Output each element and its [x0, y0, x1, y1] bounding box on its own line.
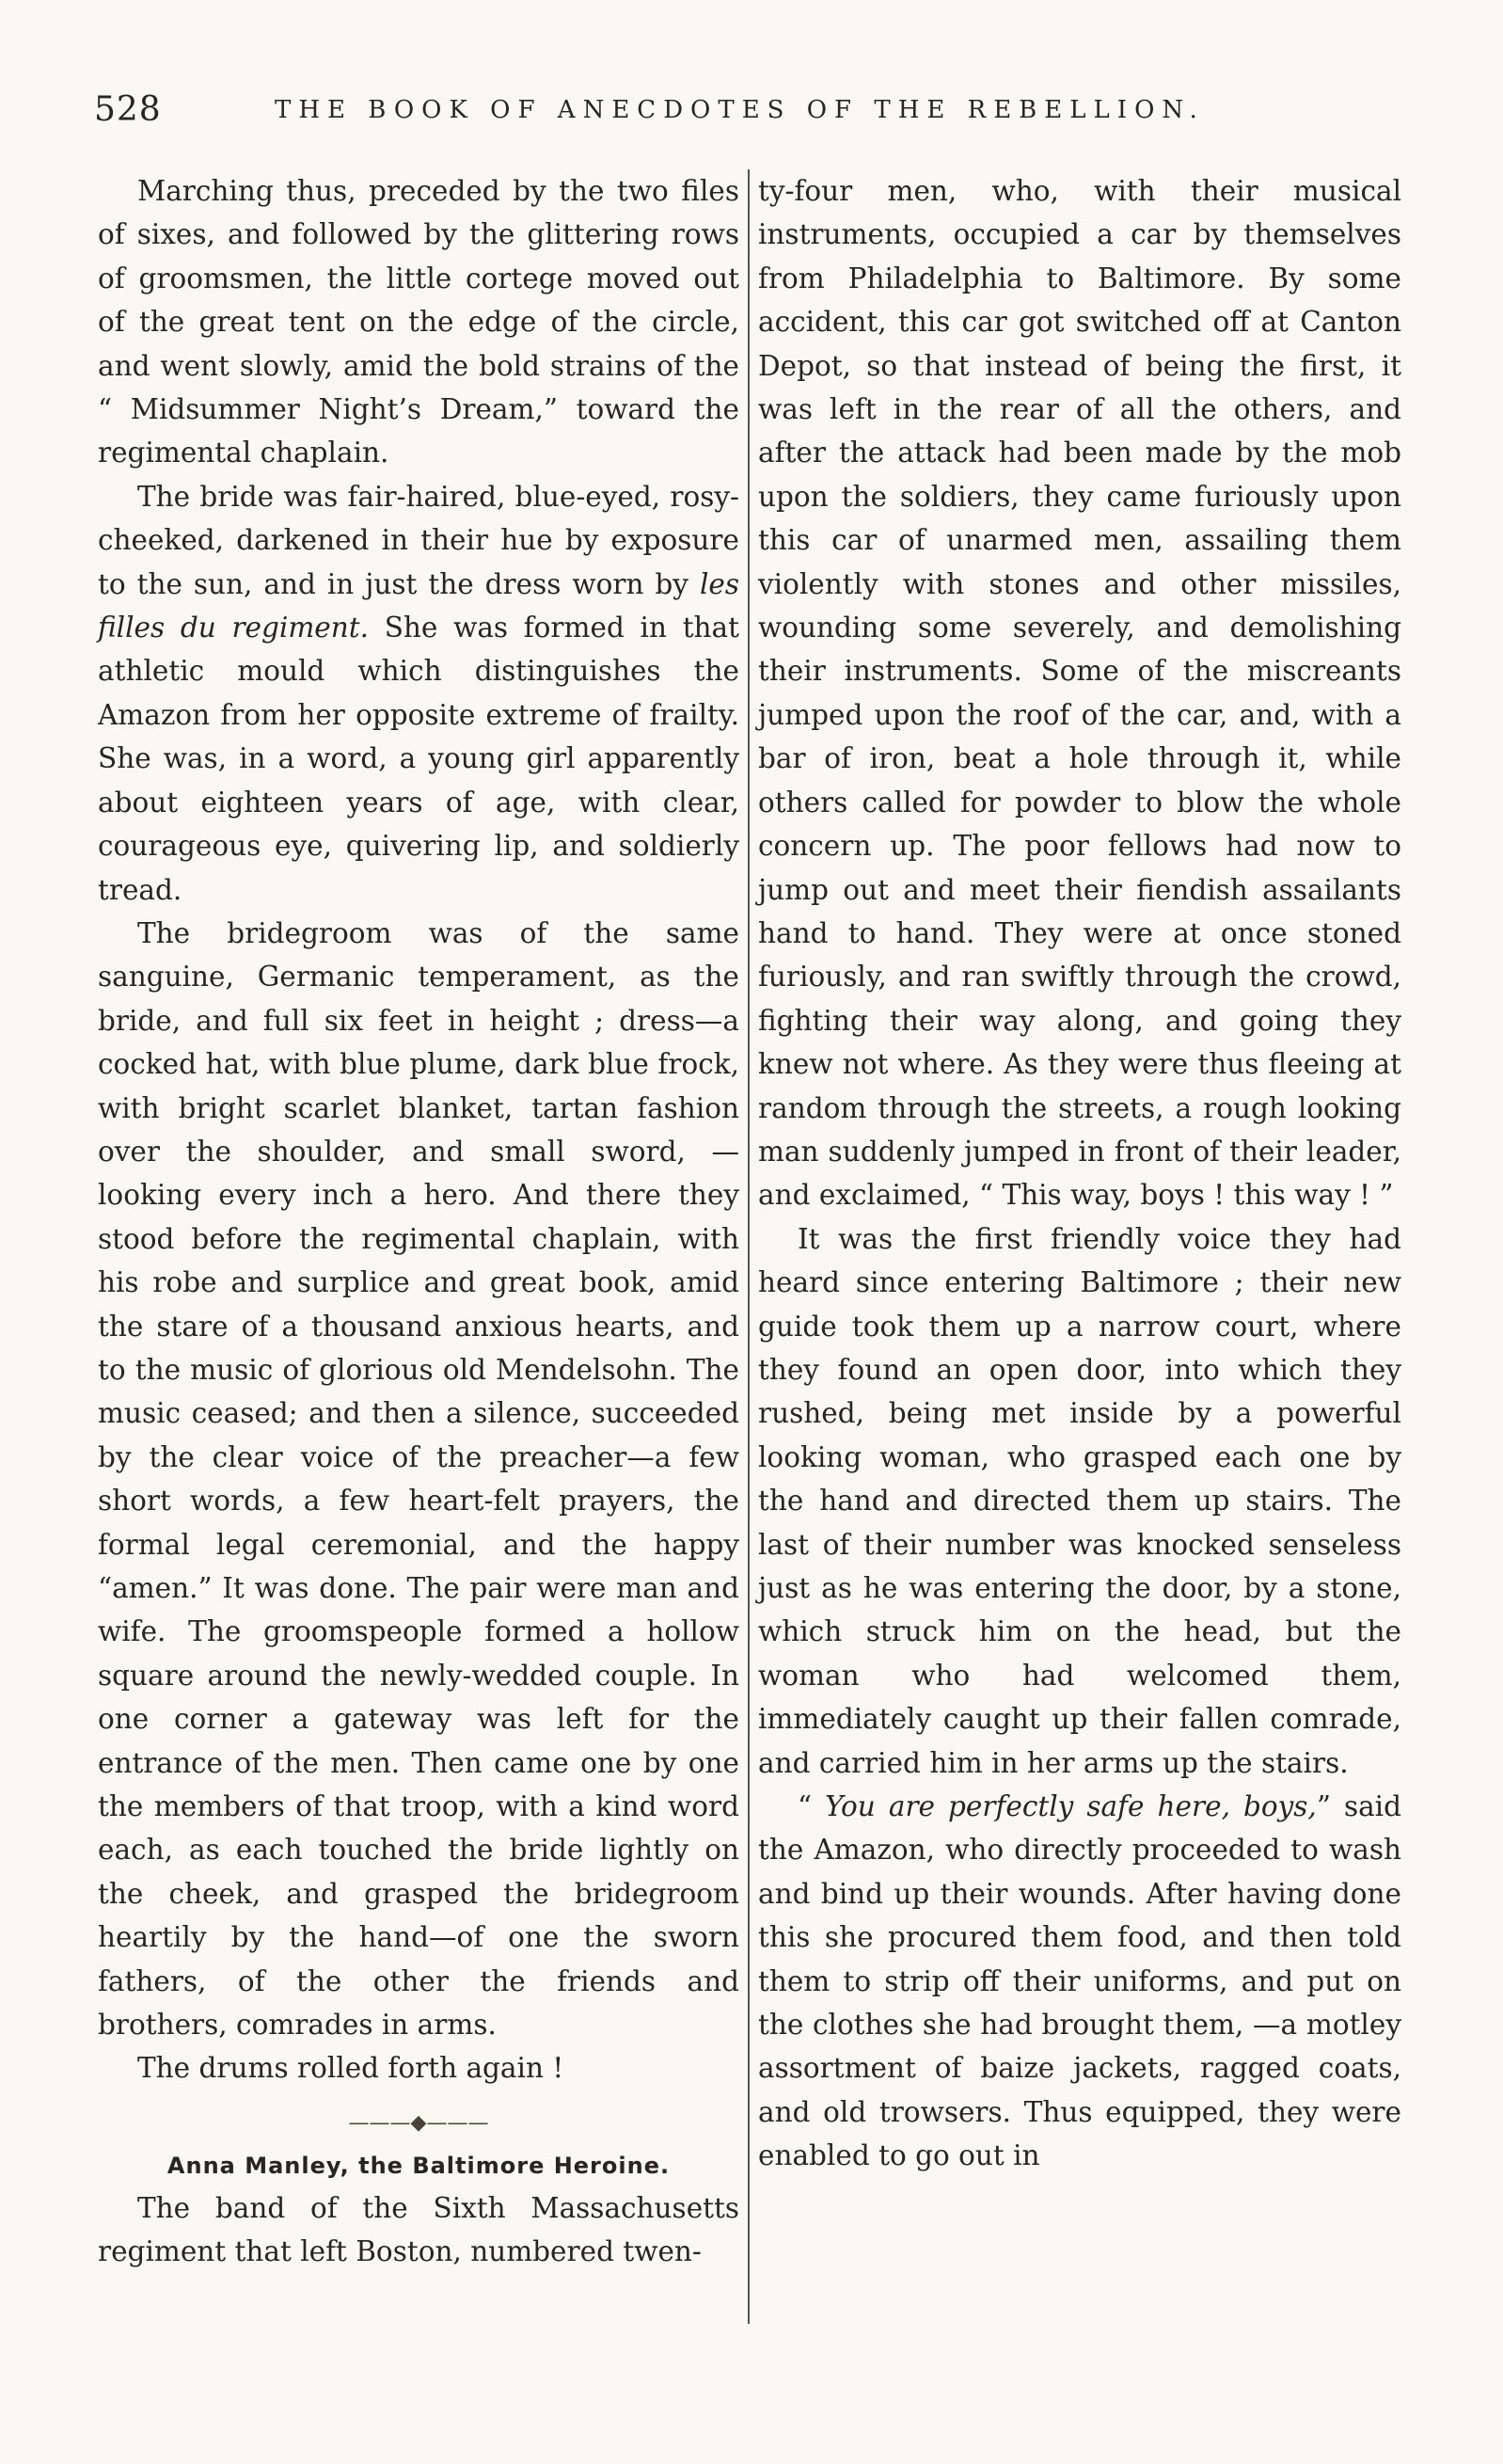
text-run: ” said the Amazon, who directly proceeded to wash and bind up their wounds. After having done this she procured them food, and then told them to strip off their uniforms, and put on the clothes she had brought them, —a motley assortment of baize jackets, ragged coats, and old trowsers. Thus equipped, they were enabled to go out in — [758, 1790, 1402, 2172]
italic-text: les filles du regiment. — [98, 567, 739, 644]
paragraph — [98, 475, 739, 912]
text-run: The bride was fair-haired, blue-eyed, rosy-cheeked, darkened in their hue by exposure to the sun, and in just the dress worn by — [98, 480, 739, 600]
section-title: Anna Manley, the Baltimore Heroine. — [166, 2152, 671, 2179]
left-column — [98, 169, 739, 2274]
paragraph: Marching thus, preceded by the two files of sixes, and followed by the glittering rows of groomsmen, the little cortege moved out of the great tent on the edge of the circle, and went slowly, amid the bold strains of the “ Midsummer Night’s Dream,” toward the regimental chaplain. — [98, 175, 739, 469]
text-run: “ — [798, 1790, 826, 1823]
page-number: 528 — [94, 90, 162, 129]
paragraph: It was the first friendly voice they had heard since entering Baltimore ; their new guide took them up a narrow court, where they found an open door, into which they rushed, being met inside by a powerful looking woman, who grasped each one by the hand and directed them up stairs. The last of their number was knocked senseless just as he was entering the door, by a stone, which struck him on the head, but the woman who had welcomed them, immediately caught up their fallen comrade, and carried him in her arms up the stairs. — [758, 1222, 1401, 1779]
page-header — [94, 90, 1260, 147]
paragraph: The bridegroom was of the same sanguine, Germanic temperament, as the bride, and full six feet in height ; dress—a cocked hat, with blue plume, dark blue frock, with bright scarlet blanket, tartan fashion over the shoulder, and small sword, —looking every inch a hero. And there they stood before the regimental chaplain, with his robe and surplice and great book, amid the stare of a thousand anxious hearts, and to the music of glorious old Mendelsohn. The music ceased; and then a silence, succeeded by the clear voice of the preacher—a few short words, a few heart-felt prayers, the formal legal ceremonial, and the happy “amen.” It was done. The pair were man and wife. The groomspeople formed a hollow square around the newly-wedded couple. In one corner a gateway was left for the entrance of the men. Then came one by one the members of that troop, with a kind word each, as each touched the bride lightly on the cheek, and grasped the bridegroom heartily by the hand—of one the sworn fathers, of the other the friends and brothers, comrades in arms. — [98, 916, 739, 2042]
section-divider: ———◆——— — [348, 2110, 489, 2135]
paragraph: The drums rolled forth again ! — [137, 2052, 564, 2085]
right-column — [758, 169, 1401, 2178]
paragraph — [758, 1785, 1401, 2178]
paragraph: ty-four men, who, with their musical instruments, occupied a car by themselves from Philadelphia to Baltimore. By some accident, this car got switched off at Canton Depot, so that instead of being the first, it was left in the rear of all the others, and after the attack had been made by the mob upon the soldiers, they came furiously upon this car of unarmed men, assailing them violently with stones and other missiles, wounding some severely, and demolishing their instruments. Some of the miscreants jumped upon the roof of the car, and, with a bar of iron, beat a hole through it, while others called for powder to blow the whole concern up. The poor fellows had now to jump out and meet their fiendish assailants hand to hand. They were at once stoned furiously, and ran swiftly through the crowd, fighting their way along, and going they knew not where. As they were thus fleeing at random through the streets, a rough looking man suddenly jumped in front of their leader, and exclaimed, “ This way, boys ! this way ! ” — [758, 175, 1401, 1212]
text-run: She was formed in that athletic mould which distinguishes the Amazon from her opposite extreme of frailty. She was, in a word, a young girl apparently about eighteen years of age, with clear, courageous eye, quivering lip, and soldierly tread. — [98, 612, 739, 906]
paragraph: The band of the Sixth Massachusetts regiment that left Boston, numbered twen- — [98, 2191, 739, 2268]
column-rule — [748, 169, 750, 2324]
running-head: THE BOOK OF ANECDOTES OF THE REBELLION. — [275, 96, 1205, 124]
italic-text: You are perfectly safe here, boys, — [825, 1790, 1317, 1823]
